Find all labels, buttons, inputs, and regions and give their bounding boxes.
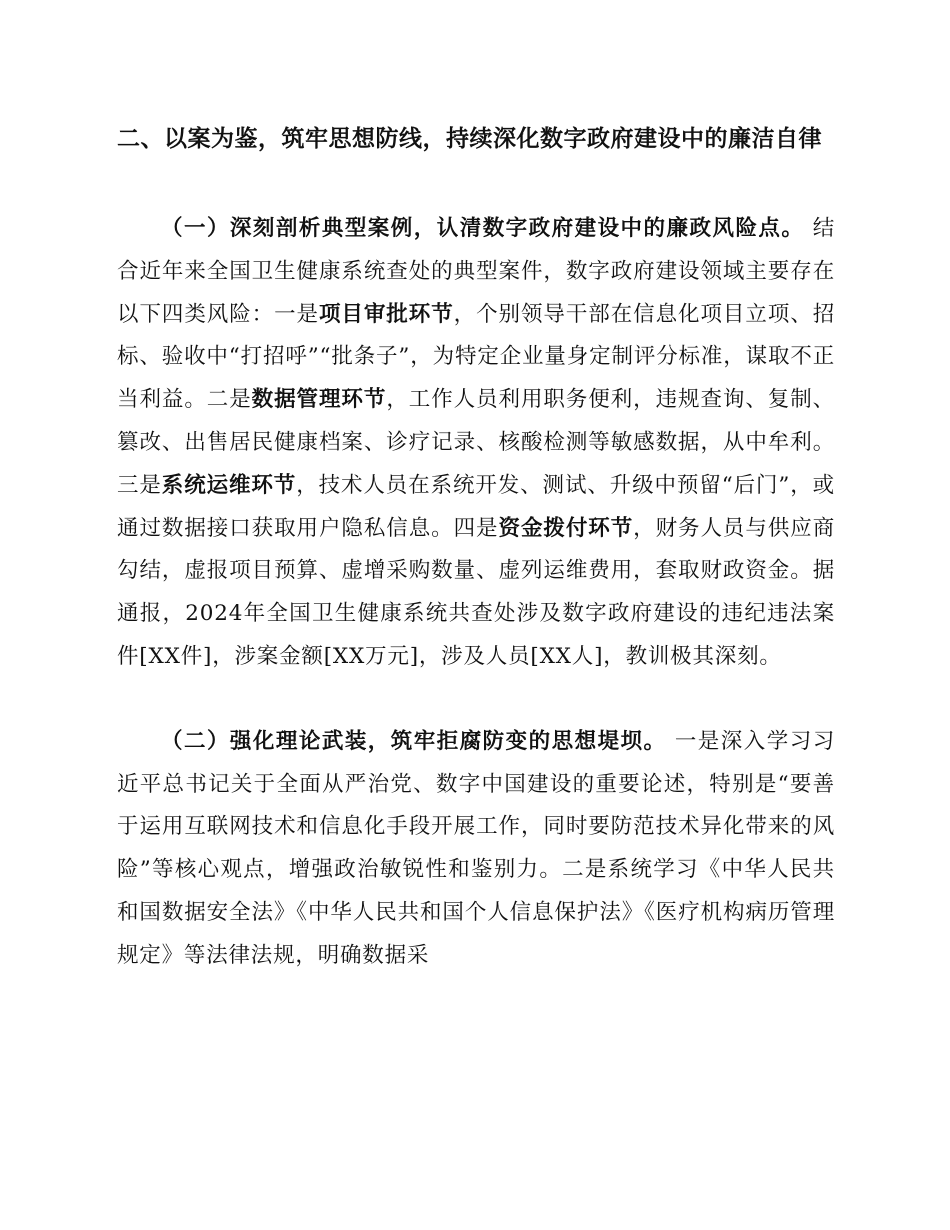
paragraph-2-lead: （二）强化理论武装，筑牢拒腐防变的思想堤坝。 [161,728,667,754]
paragraph-2-text: 一是深入学习习近平总书记关于全面从严治党、数字中国建设的重要论述，特别是“要善于运用互联网技术和信息化手段开展工作，同时要防范技术异化带来的风险”等核心观点，增强政治敏锐性和鉴别力。二是系统学习《中华人民共和国数据安全法》《中华人民共和国个人信息保护法》《医疗机构病历管理规定》等法律法规，明确数据采 [117,728,835,968]
paragraph-1-text: ，工作人员利用职务便利，违规查询、复制、篡改、出售居民健康档案、诊疗记录、核酸检测等敏感数据，从中牟利。三是 [117,387,835,498]
spacer [117,156,835,208]
section-heading: 二、以案为鉴，筑牢思想防线，持续深化数字政府建设中的廉洁自律 [117,126,822,152]
keyword-system-operations: 系统运维环节 [161,472,297,498]
paragraph-1-text: 结合近年来全国卫生健康系统查处的典型案件，数字政府建设领域主要存在以下四类风险：一是 [117,216,836,327]
paragraph-1-text: ，个别领导干部在信息化项目立项、招标、验收中“打招呼”“批条子”，为特定企业量身定制评分标准，谋取不正当利益。二是 [117,301,836,413]
keyword-project-approval: 项目审批环节 [318,301,454,327]
paragraph-1-text: ，财务人员与供应商勾结，虚报项目预算、虚增采购数量、虚列运维费用，套取财政资金。据通报，2024年全国卫生健康系统共查处涉及数字政府建设的违纪违法案件[XX件]，涉案金额[XX万元]，涉及人员[XX人]，教训极其深刻。 [117,515,836,669]
keyword-data-management: 数据管理环节 [251,387,387,413]
spacer [117,679,835,721]
document-page [117,122,835,978]
paragraph-2 [117,721,835,978]
paragraph-1-lead: （一）深刻剖析典型案例，认清数字政府建设中的廉政风险点。 [161,216,805,241]
keyword-fund-allocation: 资金拨付环节 [498,515,634,541]
paragraph-1-text: ，技术人员在系统开发、测试、升级中预留“后门”，或通过数据接口获取用户隐私信息。四是 [117,472,835,541]
paragraph-1 [117,208,835,679]
